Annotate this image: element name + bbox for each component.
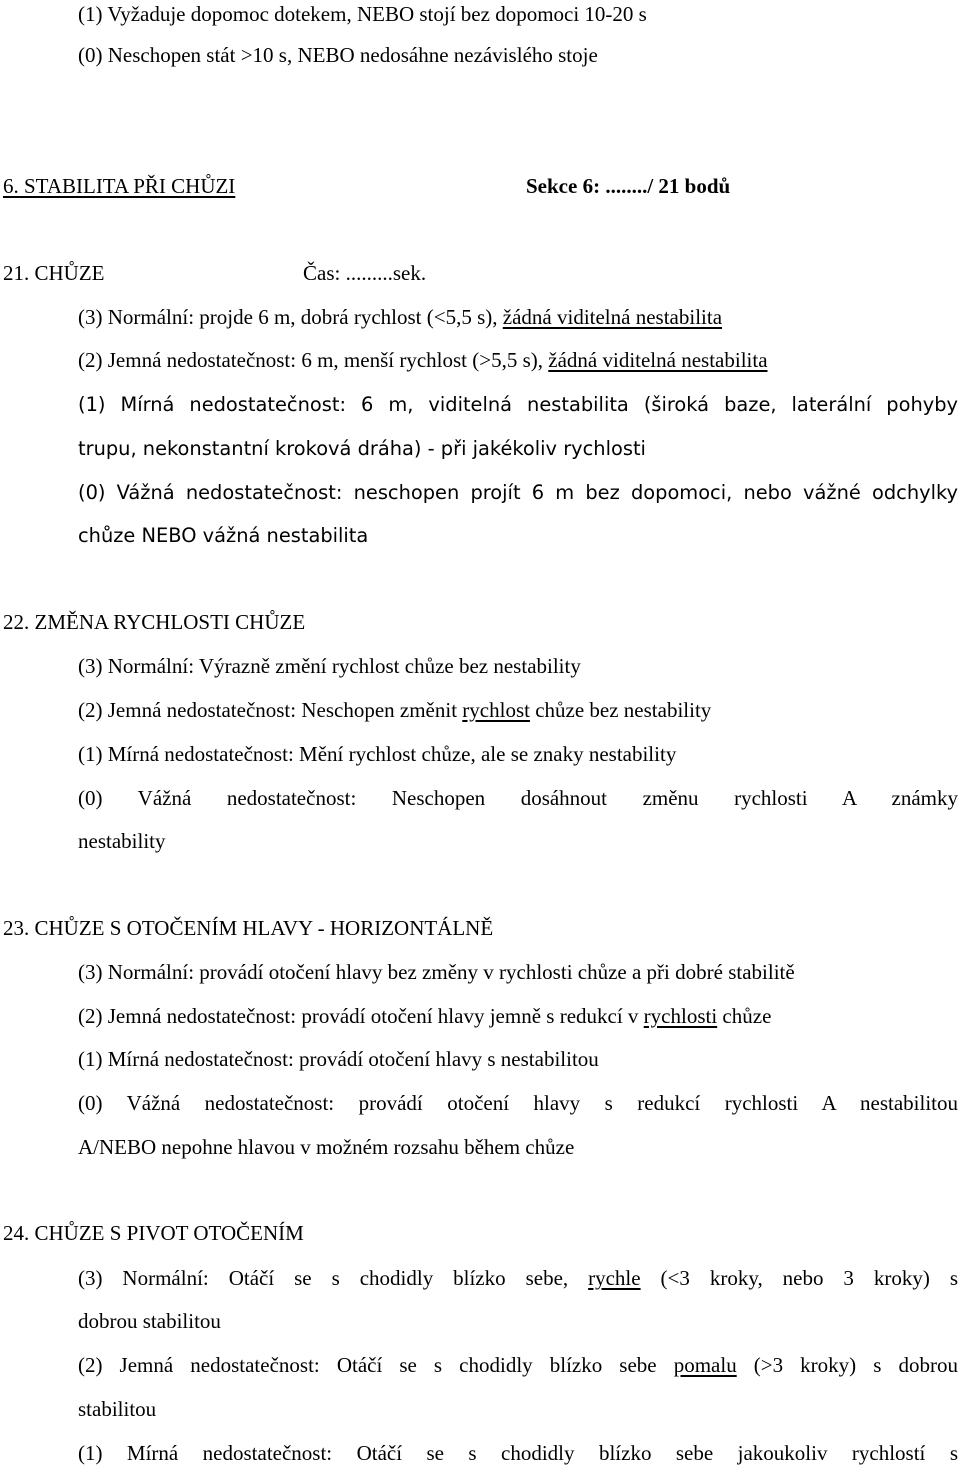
option-line: (0) Vážná nedostatečnost: neschopen projít 6 m bez dopomoci, nebo vážné odchylky — [78, 481, 958, 504]
option-line — [78, 1351, 958, 1379]
option-line: (1) Mírná nedostatečnost: Otáčí se s chodidly blízko sebe jakoukoliv rychlostí s — [78, 1441, 958, 1465]
text-line: (0) Neschopen stát >10 s, NEBO nedosáhne nezávislého stoje — [78, 43, 598, 67]
item-title: 22. ZMĚNA RYCHLOSTI CHŮZE — [3, 610, 306, 634]
item-title: 24. CHŮZE S PIVOT OTOČENÍM — [3, 1221, 304, 1245]
option-line — [78, 1264, 958, 1292]
option-text: (2) Jemná nedostatečnost: provádí otočení hlavy jemně s redukcí v — [78, 1004, 644, 1028]
option-line: trupu, nekonstantní kroková dráha) - při jakékoliv rychlosti — [78, 437, 646, 460]
option-text: chůze bez nestability — [529, 698, 712, 722]
option-line: nestability — [78, 829, 166, 853]
option-text: (3) Normální: Otáčí se s chodidly blízko sebe, — [78, 1266, 589, 1290]
item-time: Čas: .........sek. — [303, 261, 427, 285]
option-underlined: rychle — [588, 1266, 641, 1290]
option-text: (2) Jemná nedostatečnost: Neschopen změnit — [78, 698, 463, 722]
option-line: (1) Mírná nedostatečnost: provádí otočení hlavy s nestabilitou — [78, 1047, 599, 1071]
text-line: (1) Vyžaduje dopomoc dotekem, NEBO stojí bez dopomoci 10-20 s — [78, 2, 647, 26]
option-text: (>3 kroky) s dobrou — [736, 1353, 958, 1377]
option-line: (1) Mírná nedostatečnost: Mění rychlost chůze, ale se znaky nestability — [78, 742, 677, 766]
option-line: A/NEBO nepohne hlavou v možném rozsahu během chůze — [78, 1135, 575, 1159]
option-line — [78, 346, 768, 374]
option-text: (3) Normální: projde 6 m, dobrá rychlost (<5,5 s), — [78, 305, 503, 329]
option-text: (2) Jemná nedostatečnost: 6 m, menší rychlost (>5,5 s), — [78, 348, 549, 372]
option-line — [78, 303, 722, 331]
option-line: dobrou stabilitou — [78, 1309, 221, 1333]
option-underlined: rychlost — [462, 698, 530, 722]
item-title: 23. CHŮZE S OTOČENÍM HLAVY - HORIZONTÁLNĚ — [3, 916, 494, 940]
option-line — [78, 696, 711, 724]
option-underlined: pomalu — [673, 1353, 737, 1377]
section-score: Sekce 6: ......../ 21 bodů — [526, 174, 731, 198]
option-line: (3) Normální: provádí otočení hlavy bez změny v rychlosti chůze a při dobré stabilitě — [78, 960, 795, 984]
option-underlined: rychlosti — [643, 1004, 718, 1028]
option-text: chůze — [717, 1004, 772, 1028]
option-line: (0) Vážná nedostatečnost: Neschopen dosáhnout změnu rychlosti A známky — [78, 786, 958, 810]
option-text: (2) Jemná nedostatečnost: Otáčí se s chodidly blízko sebe — [78, 1353, 674, 1377]
option-line: (1) Mírná nedostatečnost: 6 m, viditelná nestabilita (široká baze, laterální pohyby — [78, 393, 958, 416]
item-title: 21. CHŮZE — [3, 261, 105, 285]
option-line: stabilitou — [78, 1397, 157, 1421]
option-line: (3) Normální: Výrazně změní rychlost chůze bez nestability — [78, 654, 581, 678]
option-underlined: žádná viditelná nestabilita — [548, 348, 768, 372]
section-title: 6. STABILITA PŘI CHŮZI — [3, 174, 236, 198]
option-line: (0) Vážná nedostatečnost: provádí otočení hlavy s redukcí rychlosti A nestabilitou — [78, 1091, 958, 1115]
option-line — [78, 1002, 771, 1030]
option-line: chůze NEBO vážná nestabilita — [78, 524, 369, 547]
option-text: (<3 kroky, nebo 3 kroky) s — [640, 1266, 958, 1290]
option-underlined: žádná viditelná nestabilita — [502, 305, 723, 329]
